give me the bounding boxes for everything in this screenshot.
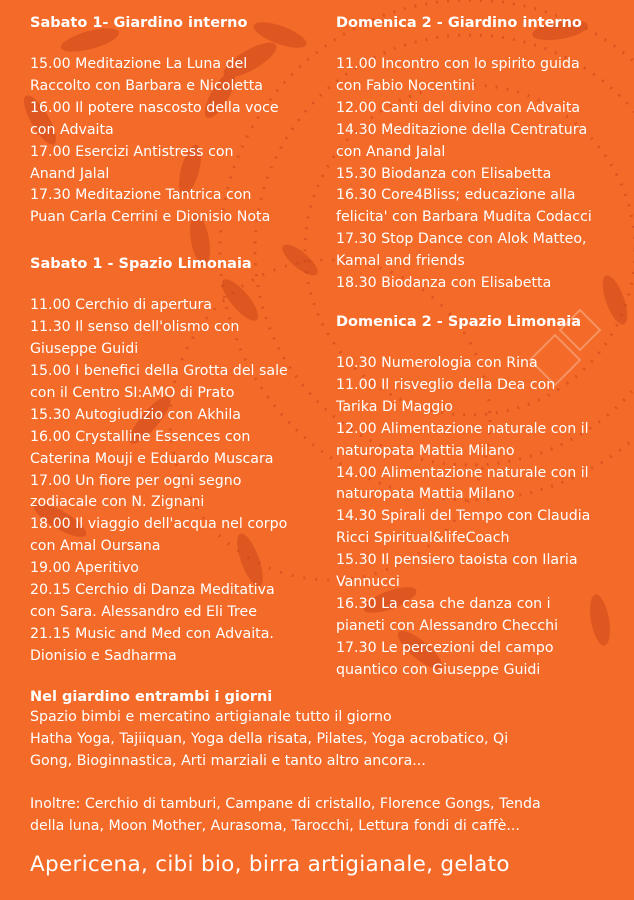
footer-tagline: Apericena, cibi bio, birra artigianale, gelato	[30, 852, 510, 877]
both-days-title: Nel giardino entrambi i giorni	[30, 689, 273, 705]
list-item: 16.00 Il potere nascosto della voce	[30, 99, 279, 116]
sunday-limonaia-title: Domenica 2 - Spazio Limonaia	[336, 313, 582, 330]
list-item: Caterina Mouji e Eduardo Muscara	[30, 450, 274, 467]
list-item: con Amal Oursana	[30, 538, 161, 555]
list-item: Tarika Di Maggio	[336, 398, 453, 415]
both-days-line: Spazio bimbi e mercatino artigianale tutto il giorno	[30, 709, 392, 725]
list-item: 15.30 Autogiudizio con Akhila	[30, 406, 242, 423]
list-item: con Advaita	[30, 121, 114, 138]
list-item: 12.00 Canti del divino con Advaita	[336, 99, 581, 116]
list-item: 11.00 Incontro con lo spirito guida	[336, 56, 580, 72]
list-item: Dionisio e Sadharma	[30, 647, 177, 664]
list-item: 14.30 Spirali del Tempo con Claudia	[336, 508, 591, 525]
saturday-column	[30, 14, 330, 668]
list-item: Anand Jalal	[30, 165, 110, 182]
list-item: naturopata Mattia Milano	[336, 442, 515, 459]
sunday-limonaia-list	[336, 353, 628, 682]
both-days-line: Hatha Yoga, Tajiiquan, Yoga della risata, Pilates, Yoga acrobatico, Qi	[30, 730, 509, 747]
list-item: 16.00 Crystalline Essences con	[30, 428, 251, 445]
list-item: naturopata Mattia Milano	[336, 486, 515, 503]
list-item: 17.30 Le percezioni del campo	[336, 639, 554, 656]
sunday-garden-title: Domenica 2 - Giardino interno	[336, 15, 582, 31]
list-item: con Fabio Nocentini	[336, 77, 475, 94]
list-item: pianeti con Alessandro Checchi	[336, 617, 559, 634]
list-item: 19.00 Aperitivo	[30, 560, 139, 577]
list-item: felicita' con Barbara Mudita Codacci	[336, 209, 592, 226]
list-item: zodiacale con N. Zignani	[30, 494, 205, 511]
list-item: Vannucci	[336, 574, 400, 591]
list-item: Ricci Spiritual&lifeCoach	[336, 530, 510, 547]
list-item: 20.15 Cerchio di Danza Meditativa	[30, 582, 275, 599]
list-item: 15.00 I benefici della Grotta del sale	[30, 362, 288, 379]
list-item: 11.00 Il risveglio della Dea con	[336, 376, 556, 393]
sunday-column	[336, 14, 628, 682]
list-item: 17.00 Esercizi Antistress con	[30, 143, 234, 160]
list-item: 12.00 Alimentazione naturale con il	[336, 420, 589, 437]
list-item: 21.15 Music and Med con Advaita.	[30, 625, 274, 642]
list-item: 15.30 Il pensiero taoista con Ilaria	[336, 552, 578, 569]
list-item: 11.00 Cerchio di apertura	[30, 297, 213, 314]
list-item: 17.30 Stop Dance con Alok Matteo,	[336, 231, 587, 248]
list-item: Kamal and friends	[336, 253, 465, 270]
list-item: con Anand Jalal	[336, 143, 446, 160]
both-days-line: Gong, Bioginnastica, Arti marziali e tanto altro ancora...	[30, 752, 426, 769]
saturday-garden-title: Sabato 1- Giardino interno	[30, 15, 248, 31]
list-item: con il Centro SI:AMO di Prato	[30, 384, 235, 401]
list-item: 14.30 Meditazione della Centratura	[336, 121, 588, 138]
sunday-garden-list	[336, 54, 628, 295]
list-item: 16.30 La casa che danza con i	[336, 595, 551, 612]
saturday-garden-list	[30, 54, 330, 229]
both-days-section	[30, 688, 620, 838]
list-item: 11.30 Il senso dell'olismo con	[30, 319, 240, 336]
list-item: Puan Carla Cerrini e Dionisio Nota	[30, 209, 271, 226]
list-item: 16.30 Core4Bliss; educazione alla	[336, 187, 576, 204]
saturday-limonaia-list	[30, 295, 330, 667]
saturday-limonaia-title: Sabato 1 - Spazio Limonaia	[30, 256, 252, 273]
list-item: 17.00 Un fiore per ogni segno	[30, 472, 242, 489]
list-item: Raccolto con Barbara e Nicoletta	[30, 77, 263, 94]
list-item: 18.30 Biodanza con Elisabetta	[336, 275, 552, 292]
list-item: quantico con Giuseppe Guidi	[336, 661, 541, 678]
list-item: Giuseppe Guidi	[30, 341, 139, 358]
list-item: 15.00 Meditazione La Luna del	[30, 56, 248, 72]
extras-line: Inoltre: Cerchio di tamburi, Campane di cristallo, Florence Gongs, Tenda	[30, 795, 541, 812]
list-item: 18.00 Il viaggio dell'acqua nel corpo	[30, 516, 288, 533]
list-item: 14.00 Alimentazione naturale con il	[336, 464, 589, 481]
list-item: con Sara. Alessandro ed Eli Tree	[30, 603, 257, 620]
list-item: 15.30 Biodanza con Elisabetta	[336, 165, 552, 182]
extras-line: della luna, Moon Mother, Aurasoma, Tarocchi, Lettura fondi di caffè...	[30, 817, 520, 834]
list-item: 10.30 Numerologia con Rina	[336, 354, 538, 371]
list-item: 17.30 Meditazione Tantrica con	[30, 187, 252, 204]
